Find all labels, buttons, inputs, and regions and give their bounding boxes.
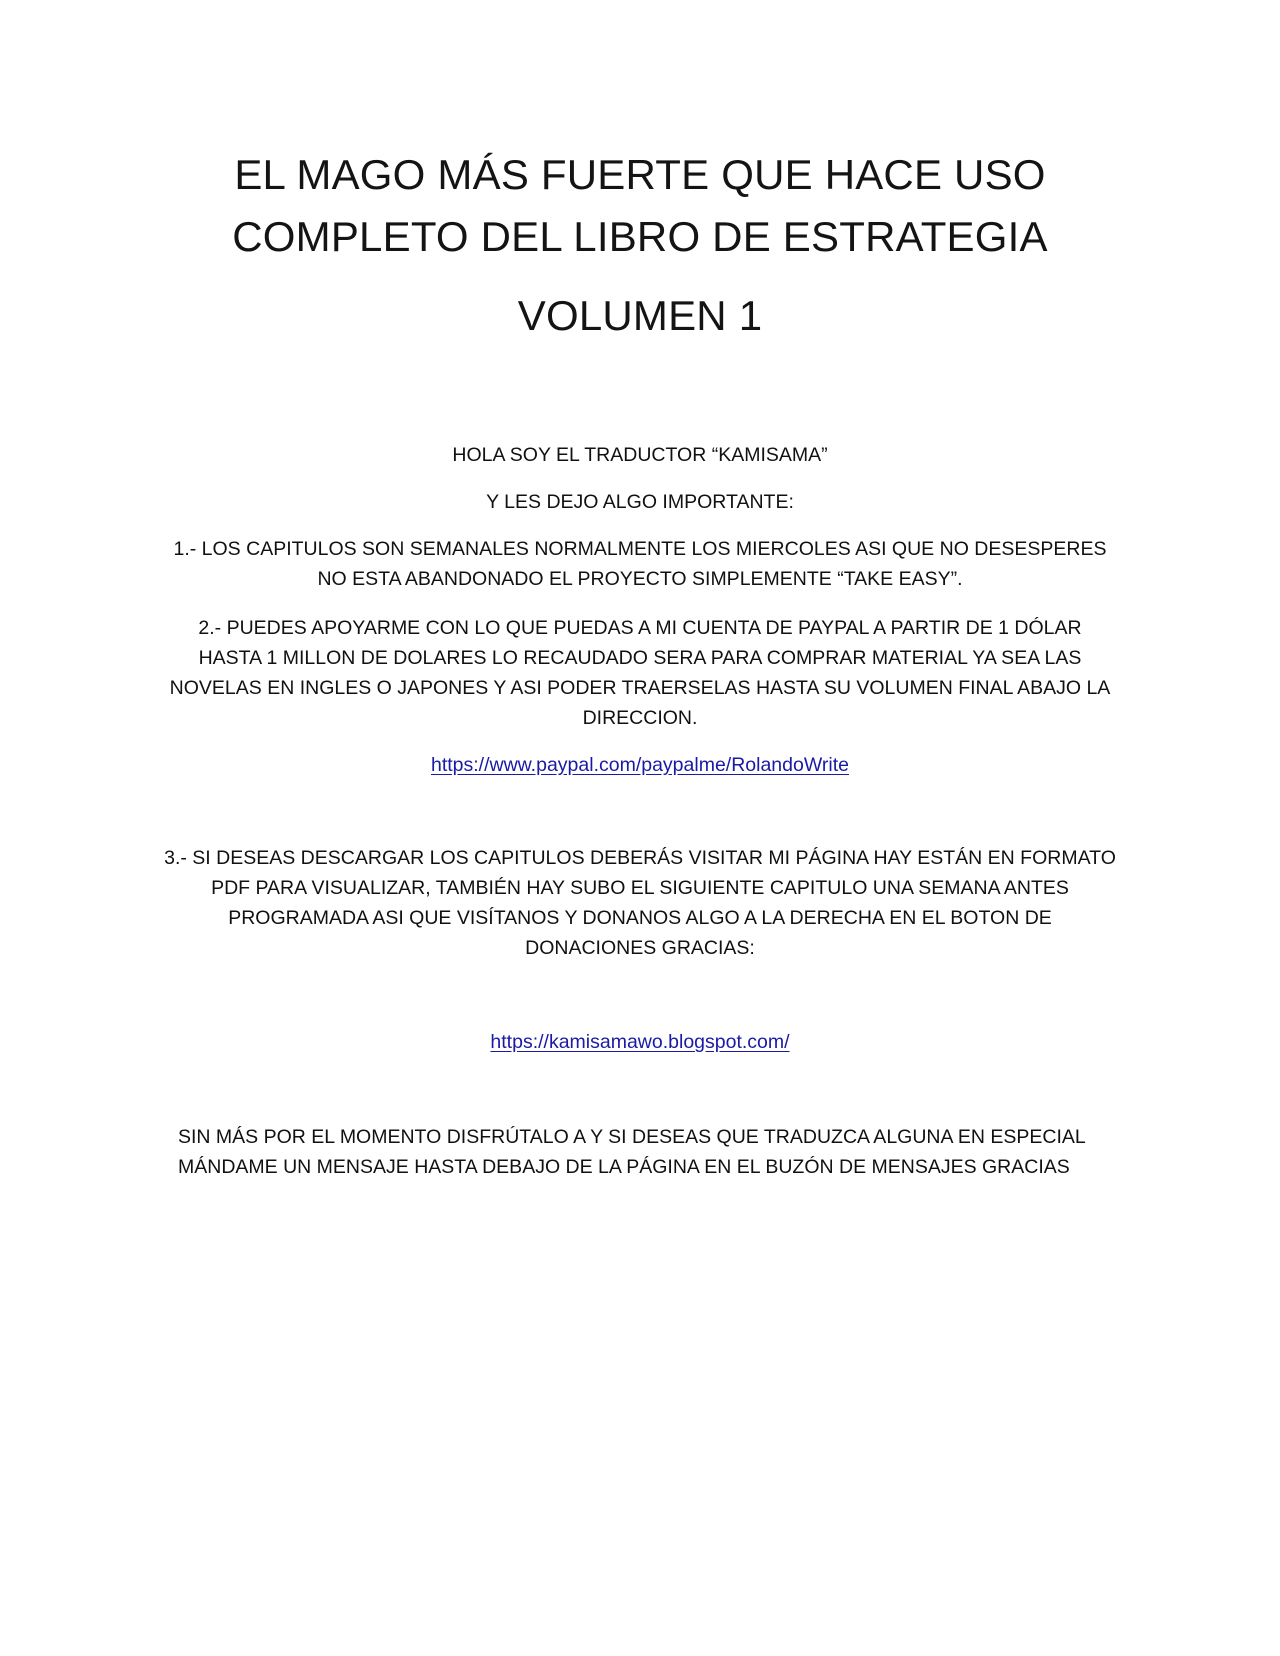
point-2-line: DIRECCION. (582, 707, 698, 729)
closing-line: MÁNDAME UN MENSAJE HASTA DEBAJO DE LA PÁGINA EN EL BUZÓN DE MENSAJES GRACIAS (178, 1156, 1070, 1178)
lead-text: Y LES DEJO ALGO IMPORTANTE: (486, 491, 794, 513)
point-1-line: 1.- LOS CAPITULOS SON SEMANALES NORMALMENTE LOS MIERCOLES ASI QUE NO DESESPERES (173, 538, 1107, 560)
point-1-line: NO ESTA ABANDONADO EL PROYECTO SIMPLEMENTE “TAKE EASY”. (317, 568, 963, 590)
closing-paragraph (178, 1122, 1178, 1182)
closing-line: SIN MÁS POR EL MOMENTO DISFRÚTALO A Y SI DESEAS QUE TRADUZCA ALGUNA EN ESPECIAL (178, 1126, 1086, 1148)
paypal-link[interactable]: https://www.paypal.com/paypalme/RolandoWrite (430, 754, 849, 776)
point-2-line: NOVELAS EN INGLES O JAPONES Y ASI PODER TRAERSELAS HASTA SU VOLUMEN FINAL ABAJO LA (169, 677, 1111, 699)
volume-title: VOLUMEN 1 (517, 292, 763, 339)
point-1-paragraph (150, 534, 1130, 594)
point-2-paragraph (150, 613, 1130, 733)
point-3-paragraph (150, 843, 1130, 963)
point-2-line: HASTA 1 MILLON DE DOLARES LO RECAUDADO SERA PARA COMPRAR MATERIAL YA SEA LAS (198, 647, 1082, 669)
point-3-line: DONACIONES GRACIAS: (525, 937, 755, 959)
point-3-line: PROGRAMADA ASI QUE VISÍTANOS Y DONANOS ALGO A LA DERECHA EN EL BOTON DE (228, 907, 1052, 929)
translator-greeting (150, 440, 1130, 470)
point-2-line: 2.- PUEDES APOYARME CON LO QUE PUEDAS A MI CUENTA DE PAYPAL A PARTIR DE 1 DÓLAR (198, 617, 1082, 639)
blog-link[interactable]: https://kamisamawo.blogspot.com/ (490, 1031, 790, 1053)
blog-link-row (150, 1027, 1130, 1057)
point-3-line: PDF PARA VISUALIZAR, TAMBIÉN HAY SUBO EL SIGUIENTE CAPITULO UNA SEMANA ANTES (211, 877, 1069, 899)
point-3-line: 3.- SI DESEAS DESCARGAR LOS CAPITULOS DEBERÁS VISITAR MI PÁGINA HAY ESTÁN EN FORMATO (164, 847, 1116, 869)
greeting-text: HOLA SOY EL TRADUCTOR “KAMISAMA” (452, 444, 828, 466)
title-line-2: COMPLETO DEL LIBRO DE ESTRATEGIA (232, 213, 1048, 260)
title-line-1: EL MAGO MÁS FUERTE QUE HACE USO (234, 151, 1046, 198)
intro-lead (150, 487, 1130, 517)
paypal-link-row (150, 750, 1130, 780)
